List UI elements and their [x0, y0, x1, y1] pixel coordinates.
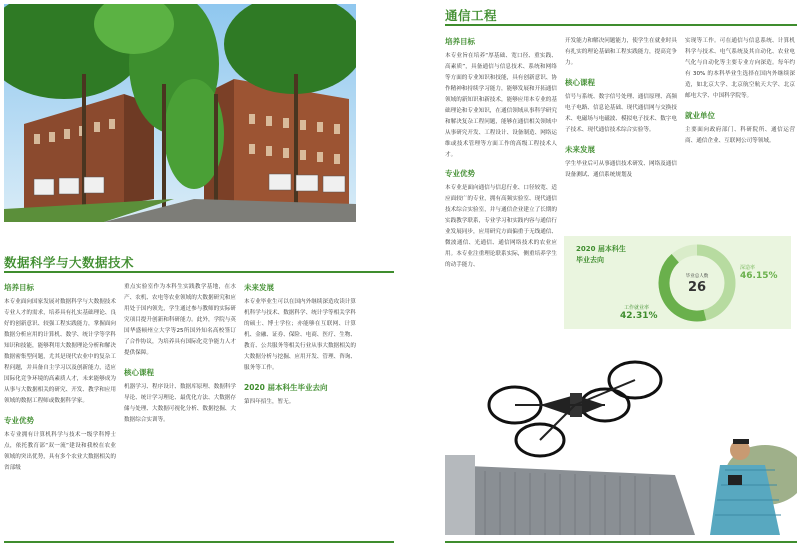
- text-advantage-ce: 本专业是面向通信与信息行业、口径较宽、适应面较广的专业，拥有高频实验室、现代通信技术综合实验室，并与通信企业建立了长期的实践教学联系，专业学习和实践内容与通信行业发展同步，应用研究方面偏重于无线通信、微波通信、光通信、通信网络技术的农业应用。本专业注重理论联系实际，侧重培养学生的动手能力、: [445, 185, 557, 268]
- heading-advantage: 专业优势: [4, 416, 34, 425]
- text-future-ce-cont: 实现等工作。可在通信与信息系统、计算机科学与技术、电气系统及其自动化、农业电气化与自动化等主要专业方向深造。每年约有 30% 的本科毕业生选择在国内外继续深造，如北京大学、北京航空航天大学、北京邮电大学、中国科学院等。: [685, 38, 795, 99]
- heading-advantage-ce: 专业优势: [445, 169, 475, 178]
- section-rule-right: [445, 24, 797, 26]
- heading-employers: 就业单位: [685, 111, 715, 120]
- heading-graduates-2020: 2020 届本科生毕业去向: [244, 383, 328, 392]
- graduate-donut-chart: [658, 244, 736, 322]
- drone-photo: [445, 335, 797, 535]
- employment-value: 42.31%: [620, 311, 658, 321]
- further-study-label: 深造率: [740, 265, 756, 271]
- bottom-rule-left: [4, 541, 394, 543]
- stats-title-line2: 毕业去向: [576, 256, 604, 264]
- employment-label: 工作就业率: [624, 305, 650, 311]
- text-core-courses-ce: 信号与系统、数字信号处理、通信原理、高频电子电路、信息论基础、现代通信网与交换技术、电磁场与电磁波、模拟电子技术、数字电子技术、现代通信技术综合实验等。: [565, 94, 677, 133]
- ds-col-1: [4, 282, 116, 474]
- heading-future: 未来发展: [244, 283, 274, 292]
- stats-title: [576, 244, 626, 266]
- heading-goal: 培养目标: [4, 283, 34, 292]
- text-advantage-ce-cont: 开发能力和解决问题能力，使学生在就业时具有扎实的理论基础和工程实践能力，提高竞争力。: [565, 38, 677, 66]
- heading-core-courses-ce: 核心课程: [565, 78, 595, 87]
- text-advantage-cont: 重点实验室作为本科生实践教学基地，在水产、农机、农电等农业领域的大数据研究和应用处于国内领先，学生通过参与教师的实际研究项目提升创新和科研能力。此外，学院与英国华盛顿州立大学等25所国外知名高校签订了合作协议，为培养具有国际化竞争能力人才提供保障。: [124, 284, 236, 356]
- stats-title-line1: 2020 届本科生: [576, 245, 626, 253]
- page-gutter: [396, 0, 402, 544]
- graduate-stats-card: [564, 236, 791, 329]
- heading-goal-ce: 培养目标: [445, 37, 475, 46]
- text-employers: 主要面向政府部门、科研院所、通信运营商、通信企业、互联网公司等领域。: [685, 127, 795, 144]
- text-goal-ce: 本专业旨在培养“厚基础、宽口径、重实践、高素质”，具备通信与信息技术、系统和网络等方面的专业知识和技能，具有创新意识、协作精神和持续学习能力，能够发展和开拓通信领域的新知识和新技术，能够应用本专业的基础理论和专业知识，在通信领域从事科学研究和解决复杂工程问题，能够在通信相关领域中从事研究开发、工程设计、设备制造、网络运维或技术管理等方面工作的高级工程技术人才。: [445, 53, 557, 158]
- text-goal: 本专业面向国家发展对数据科学与大数据技术专业人才的需求，培养具有扎实基础理论、良好的创新意识、较强工程实践能力，掌握面向数据分析应用的计算机、数学、统计学等学科知识和技能，能够利用大数据理论分析和解决数据密集型问题，尤其是现代农业中的复杂工程问题，并具备自主学习以及创新能力，适应国际化竞争环境的高素质人才，未来能够成为从事与大数据相关的研究、开发、教学和应用领域的数据工程师或数据科学家。: [4, 299, 116, 404]
- text-advantage: 本专业拥有计算机科学与技术一级学科博士点，依托教育部“双一流”建设和我校在农业领域的突出优势，具有多个农业大数据相关的省部级: [4, 432, 116, 471]
- heading-future-ce: 未来发展: [565, 145, 595, 154]
- text-core-courses: 机器学习、程序设计、数据库原理、数据科学导论、统计学习理论、最优化方法、大数据存储与处理、大数据可视化分析、数据挖掘、大数据综合实训等。: [124, 384, 236, 423]
- text-graduates-2020: 第四年招生，暂无。: [244, 399, 295, 405]
- further-study-value: 46.15%: [740, 271, 778, 281]
- donut-center-value: 26: [687, 280, 707, 295]
- ds-col-3: [244, 282, 356, 408]
- text-future: 本专业毕业生可以在国内外继续深造攻读计算机科学与技术、数据科学、统计学等相关学科的硕士、博士学位；亦能够在互联网、计算机、金融、证券、保险、电商、医疗、生物、教育、公共服务等相关行业从事大数据相关的大数据分析与挖掘、应用开发、管理、咨询、服务等工作。: [244, 299, 356, 371]
- donut-center-label: 毕业总人数: [685, 274, 709, 279]
- bottom-rule-right: [445, 541, 797, 543]
- section-title-communication: 通信工程: [445, 8, 498, 23]
- ce-col-1: [445, 36, 557, 271]
- ds-col-2: [124, 282, 236, 426]
- campus-photo: [4, 4, 356, 222]
- ce-col-3: [685, 36, 795, 147]
- text-future-ce: 学生毕业后可从事通信技术研发、网络及通信设备测试、通信系统规划及: [565, 161, 677, 178]
- section-title-data-science: 数据科学与大数据技术: [4, 255, 135, 270]
- heading-core-courses: 核心课程: [124, 368, 154, 377]
- ce-col-2: [565, 36, 677, 181]
- section-rule: [4, 271, 394, 273]
